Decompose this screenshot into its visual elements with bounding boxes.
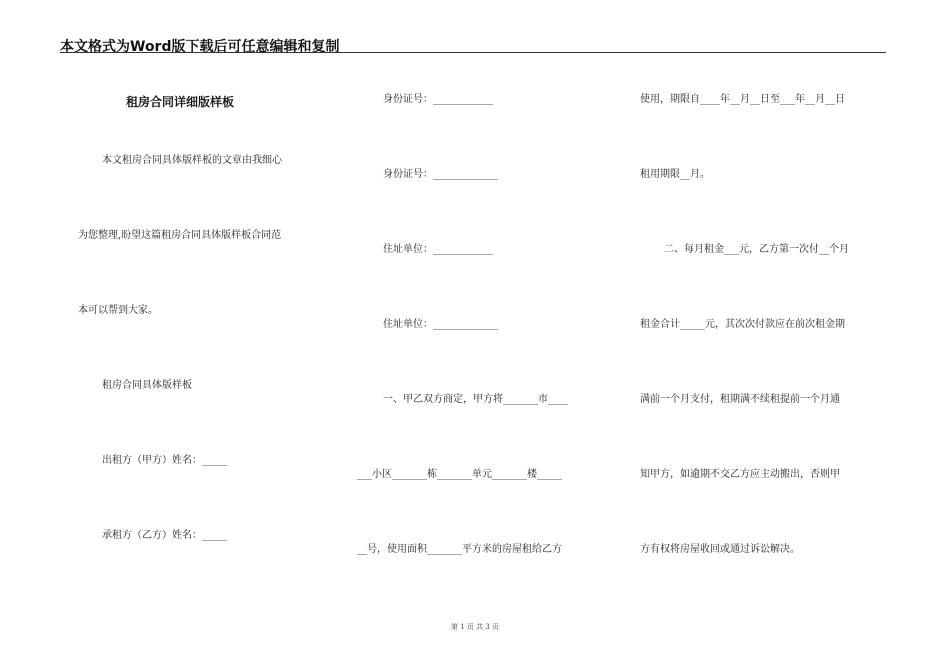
column-1-line-5: 出租方（甲方）姓名：_____ [102, 455, 227, 466]
column-2-line-4: 住址单位：_____________ [383, 319, 498, 330]
column-3-line-7: 方有权将房屋收回或通过诉讼解决。 [640, 544, 800, 555]
column-3-line-5: 满前一个月支付，租期满不续租提前一个月通 [640, 394, 840, 405]
column-1-line-6: 承租方（乙方）姓名：_____ [102, 530, 227, 541]
column-3-line-2: 租用期限__月。 [640, 169, 710, 180]
column-1-line-3: 本可以帮到大家。 [78, 305, 158, 316]
column-2-line-7: __号，使用面积_______平方米的房屋租给乙方 [357, 544, 562, 555]
header-divider [60, 52, 886, 53]
column-1-line-1: 本文租房合同具体版样板的文章由我细心 [102, 155, 282, 166]
column-2-line-3: 住址单位：____________ [383, 244, 493, 255]
document-title: 租房合同详细版样板 [126, 95, 235, 109]
page-number: 第 1 页 共 3 页 [450, 623, 500, 631]
column-3-line-3: 二、每月租金___元，乙方第一次付__个月 [664, 244, 849, 255]
column-1-line-2: 为您整理,盼望这篇租房合同具体版样板合同范 [78, 230, 282, 241]
column-2-line-1: 身份证号：____________ [383, 94, 493, 105]
column-3-line-6: 知甲方，如逾期不交乙方应主动搬出，否则甲 [640, 469, 840, 480]
column-3-line-1: 使用，期限自____年__月__日至___年__月__日 [640, 94, 845, 105]
column-2-line-6: ___小区_______栋_______单元_______楼_____ [357, 469, 562, 480]
document-header-title: 本文格式为Word版下载后可任意编辑和复制 [60, 39, 340, 55]
column-1-line-4: 租房合同具体版样板 [102, 380, 192, 391]
column-2-line-2: 身份证号：_____________ [383, 169, 498, 180]
column-3-line-4: 租金合计_____元，其次次付款应在前次租金期 [640, 319, 845, 330]
column-2-line-5: 一、甲乙双方商定，甲方将_______市____ [383, 394, 568, 405]
